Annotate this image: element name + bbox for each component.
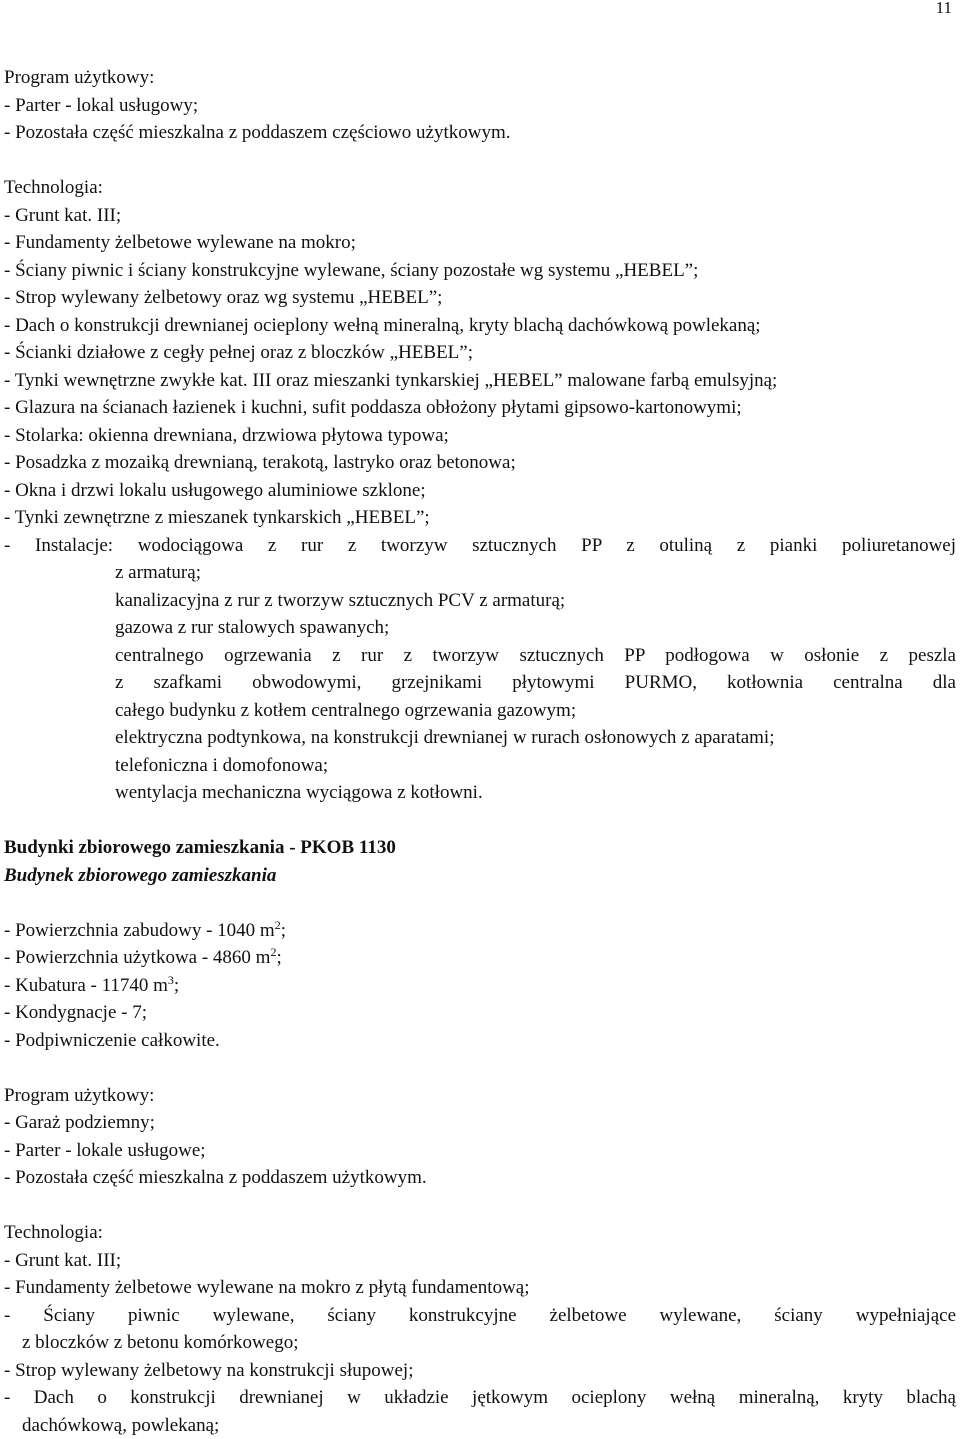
technology-label: Technologia: bbox=[4, 174, 956, 202]
list-item: - Kondygnacje - 7; bbox=[4, 999, 956, 1027]
list-item: - Dach o konstrukcji drewnianej ocieplony wełną mineralną, kryty blachą dachówkową powlekaną; bbox=[4, 312, 956, 340]
list-item: - Parter - lokal usługowy; bbox=[4, 92, 956, 120]
list-item: - Parter - lokale usługowe; bbox=[4, 1137, 956, 1165]
list-item: telefoniczna i domofonowa; bbox=[4, 752, 956, 780]
list-item: - Pozostała część mieszkalna z poddaszem użytkowym. bbox=[4, 1164, 956, 1192]
list-item: z bloczków z betonu komórkowego; bbox=[4, 1329, 956, 1357]
list-item: z armaturą; bbox=[4, 559, 956, 587]
list-item: całego budynku z kotłem centralnego ogrzewania gazowym; bbox=[4, 697, 956, 725]
list-item: - Okna i drzwi lokalu usługowego aluminiowe szklone; bbox=[4, 477, 956, 505]
list-item: wentylacja mechaniczna wyciągowa z kotłowni. bbox=[4, 779, 956, 807]
program-label: Program użytkowy: bbox=[4, 64, 956, 92]
list-item: centralnego ogrzewania z rur z tworzyw sztucznych PP podłogowa w osłonie z peszla bbox=[4, 642, 956, 670]
list-item: - Tynki wewnętrzne zwykłe kat. III oraz mieszanki tynkarskiej „HEBEL” malowane farbą emulsyjną; bbox=[4, 367, 956, 395]
list-item: gazowa z rur stalowych spawanych; bbox=[4, 614, 956, 642]
list-item: - Powierzchnia użytkowa - 4860 $m^2$; bbox=[4, 944, 956, 972]
section-subtitle: Budynek zbiorowego zamieszkania bbox=[4, 862, 956, 890]
list-item: - Powierzchnia zabudowy - 1040 $m^2$; bbox=[4, 917, 956, 945]
list-item: - Strop wylewany żelbetowy oraz wg systemu „HEBEL”; bbox=[4, 284, 956, 312]
list-item: - Fundamenty żelbetowe wylewane na mokro z płytą fundamentową; bbox=[4, 1274, 956, 1302]
list-item: - Tynki zewnętrzne z mieszanek tynkarskich „HEBEL”; bbox=[4, 504, 956, 532]
page-number: 11 bbox=[936, 0, 952, 18]
technology-label: Technologia: bbox=[4, 1219, 956, 1247]
list-item: - Ściany piwnic wylewane, ściany konstrukcyjne żelbetowe wylewane, ściany wypełniające bbox=[4, 1302, 956, 1330]
section-title: Budynki zbiorowego zamieszkania - PKOB 1130 bbox=[4, 834, 956, 862]
program-label: Program użytkowy: bbox=[4, 1082, 956, 1110]
list-item: - Podpiwniczenie całkowite. bbox=[4, 1027, 956, 1055]
list-item: - Kubatura - 11740 $m^3$; bbox=[4, 972, 956, 1000]
list-item: dachówkową, powlekaną; bbox=[4, 1412, 956, 1439]
list-item: elektryczna podtynkowa, na konstrukcji drewnianej w rurach osłonowych z aparatami; bbox=[4, 724, 956, 752]
list-item: - Stolarka: okienna drewniana, drzwiowa płytowa typowa; bbox=[4, 422, 956, 450]
list-item: - Posadzka z mozaiką drewnianą, terakotą, lastryko oraz betonowa; bbox=[4, 449, 956, 477]
list-item: kanalizacyjna z rur z tworzyw sztucznych PCV z armaturą; bbox=[4, 587, 956, 615]
document-body bbox=[4, 64, 956, 1439]
list-item: - Grunt kat. III; bbox=[4, 1247, 956, 1275]
list-item: - Glazura na ścianach łazienek i kuchni, sufit poddasza obłożony płytami gipsowo-kartonowymi; bbox=[4, 394, 956, 422]
installations-line: - Instalacje: wodociągowa z rur z tworzyw sztucznych PP z otuliną z pianki poliuretanowej bbox=[4, 532, 956, 560]
list-item: - Grunt kat. III; bbox=[4, 202, 956, 230]
list-item: - Fundamenty żelbetowe wylewane na mokro; bbox=[4, 229, 956, 257]
list-item: - Strop wylewany żelbetowy na konstrukcji słupowej; bbox=[4, 1357, 956, 1385]
list-item: - Dach o konstrukcji drewnianej w układzie jętkowym ocieplony wełną mineralną, kryty blachą bbox=[4, 1384, 956, 1412]
list-item: - Garaż podziemny; bbox=[4, 1109, 956, 1137]
list-item: - Ścianki działowe z cegły pełnej oraz z bloczków „HEBEL”; bbox=[4, 339, 956, 367]
list-item: z szafkami obwodowymi, grzejnikami płytowymi PURMO, kotłownia centralna dla bbox=[4, 669, 956, 697]
list-item: - Ściany piwnic i ściany konstrukcyjne wylewane, ściany pozostałe wg systemu „HEBEL”; bbox=[4, 257, 956, 285]
list-item: - Pozostała część mieszkalna z poddaszem częściowo użytkowym. bbox=[4, 119, 956, 147]
